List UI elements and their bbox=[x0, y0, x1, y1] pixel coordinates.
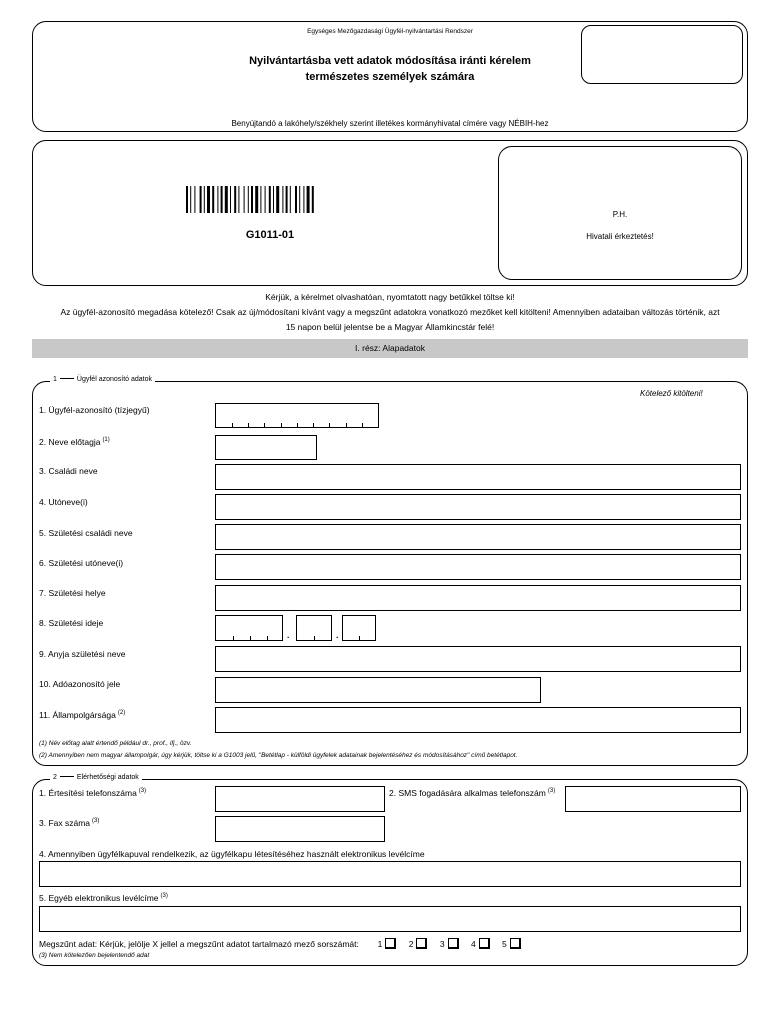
instruction-line1: Kérjük, a kérelmet olvashatóan, nyomtatott nagy betűkkel töltse ki! bbox=[265, 292, 515, 302]
instruction-line2: Az ügyfél-azonosító megadása kötelező! Csak az új/módosítani kívánt vagy a megszűnt adatokra vonatkozó mezőket kell kitölteni! Amennyiben adataiban változás történik, azt bbox=[60, 307, 720, 317]
ceased-checkbox-5[interactable] bbox=[510, 938, 521, 949]
section2-legend bbox=[50, 774, 142, 781]
tax-id-field[interactable] bbox=[215, 677, 541, 703]
ceased-checkbox-4[interactable] bbox=[479, 938, 490, 949]
instruction-line3: 15 napon belül jelentse be a Magyar Államkincstár felé! bbox=[285, 322, 495, 332]
mother-name-label: 9. Anyja születési neve bbox=[39, 649, 126, 659]
family-name-field[interactable] bbox=[215, 464, 741, 490]
name-prefix-label: 2. Neve előtagja $^{(1)}$ bbox=[39, 437, 110, 447]
ceased-data-label: Megszűnt adat: Kérjük, jelölje X jellel a megszűnt adatot tartalmazó mező sorszámát: bbox=[39, 939, 359, 949]
date-dot-1: . bbox=[287, 630, 290, 640]
birth-family-name-field[interactable] bbox=[215, 524, 741, 550]
section2-number: 2 bbox=[53, 774, 57, 781]
birth-given-name-field[interactable] bbox=[215, 554, 741, 580]
footnote-2: (2) Amennyiben nem magyar állampolgár, úgy kérjük, töltse ki a G1003 jelű, "Betétlap - külföldi ügyfelek adatainak bejelentéséhez és módosításához" című betétlapot. bbox=[39, 752, 518, 759]
birth-year-field[interactable] bbox=[215, 615, 283, 641]
form-code: G1011-01 bbox=[245, 229, 295, 241]
birth-place-label: 7. Születési helye bbox=[39, 588, 106, 598]
stamp-label: Hivatali érkeztetés! bbox=[586, 232, 654, 241]
birth-date-label: 8. Születési ideje bbox=[39, 618, 104, 628]
sms-phone-label: 2. SMS fogadására alkalmas telefonszám $^{(3)}$ bbox=[389, 788, 556, 798]
section1-number: 1 bbox=[53, 376, 57, 383]
client-gate-email-label: 4. Amennyiben ügyfélkapuval rendelkezik, az ügyfélkapu létesítéséhez használt elektronikus levélcíme bbox=[39, 849, 425, 859]
other-email-label: 5. Egyéb elektronikus levélcíme $^{(3)}$ bbox=[39, 893, 168, 903]
other-email-field[interactable] bbox=[39, 906, 741, 932]
system-name: Egységes Mezőgazdasági Ügyfél-nyilvántartási Rendszer bbox=[307, 28, 473, 35]
citizenship-label: 11. Állampolgársága $^{(2)}$ bbox=[39, 710, 126, 720]
ceased-checkbox-2[interactable] bbox=[416, 938, 427, 949]
birth-month-field[interactable] bbox=[296, 615, 332, 641]
footnote-1: (1) Név előtag alatt értendő például dr., prof., ifj., özv. bbox=[39, 740, 192, 747]
client-id-label: 1. Ügyfél-azonosító (tízjegyű) bbox=[39, 405, 150, 415]
part1-bar: I. rész: Alapadatok bbox=[32, 339, 748, 358]
footnote-3: (3) Nem kötelezően bejelentendő adat bbox=[39, 952, 150, 959]
birth-place-field[interactable] bbox=[215, 585, 741, 611]
name-prefix-field[interactable] bbox=[215, 435, 317, 460]
barcode-image bbox=[186, 186, 350, 213]
date-dot-2: . bbox=[336, 630, 339, 640]
ceased-data-row: Megszűnt adat: Kérjük, jelölje X jellel a megszűnt adatot tartalmazó mező sorszámát: 1 2 3 4 5 bbox=[39, 938, 531, 949]
citizenship-field[interactable] bbox=[215, 707, 741, 733]
mother-name-field[interactable] bbox=[215, 646, 741, 672]
section1-title: Ügyfél azonosító adatok bbox=[76, 376, 153, 383]
family-name-label: 3. Családi neve bbox=[39, 466, 98, 476]
ceased-checkbox-1[interactable] bbox=[385, 938, 396, 949]
mandatory-note: Kötelező kitölteni! bbox=[640, 389, 703, 398]
ph-label: P.H. bbox=[612, 210, 628, 219]
section1-legend bbox=[50, 376, 155, 383]
section2-title: Elérhetőségi adatok bbox=[76, 774, 139, 781]
birth-day-field[interactable] bbox=[342, 615, 376, 641]
fax-label: 3. Fax száma $^{(3)}$ bbox=[39, 818, 100, 828]
sms-phone-field[interactable] bbox=[565, 786, 741, 812]
client-id-field[interactable] bbox=[215, 403, 379, 428]
birth-given-name-label: 6. Születési utóneve(i) bbox=[39, 558, 124, 568]
client-gate-email-field[interactable] bbox=[39, 861, 741, 887]
form-title-line1: Nyilvántartásba vett adatok módosítása iránti kérelem bbox=[249, 55, 531, 67]
given-name-field[interactable] bbox=[215, 494, 741, 520]
tax-id-label: 10. Adóazonosító jele bbox=[39, 679, 121, 689]
form-title-line2: természetes személyek számára bbox=[305, 71, 475, 83]
header-corner-field[interactable] bbox=[581, 25, 743, 84]
submit-note: Benyújtandó a lakóhely/székhely szerint illetékes kormányhivatal címére vagy NÉBIH-hez bbox=[231, 119, 549, 128]
given-name-label: 4. Utóneve(i) bbox=[39, 497, 88, 507]
fax-field[interactable] bbox=[215, 816, 385, 842]
phone-field[interactable] bbox=[215, 786, 385, 812]
birth-family-name-label: 5. Születési családi neve bbox=[39, 528, 133, 538]
phone-label: 1. Értesítési telefonszáma $^{(3)}$ bbox=[39, 788, 147, 798]
ceased-checkbox-3[interactable] bbox=[448, 938, 459, 949]
